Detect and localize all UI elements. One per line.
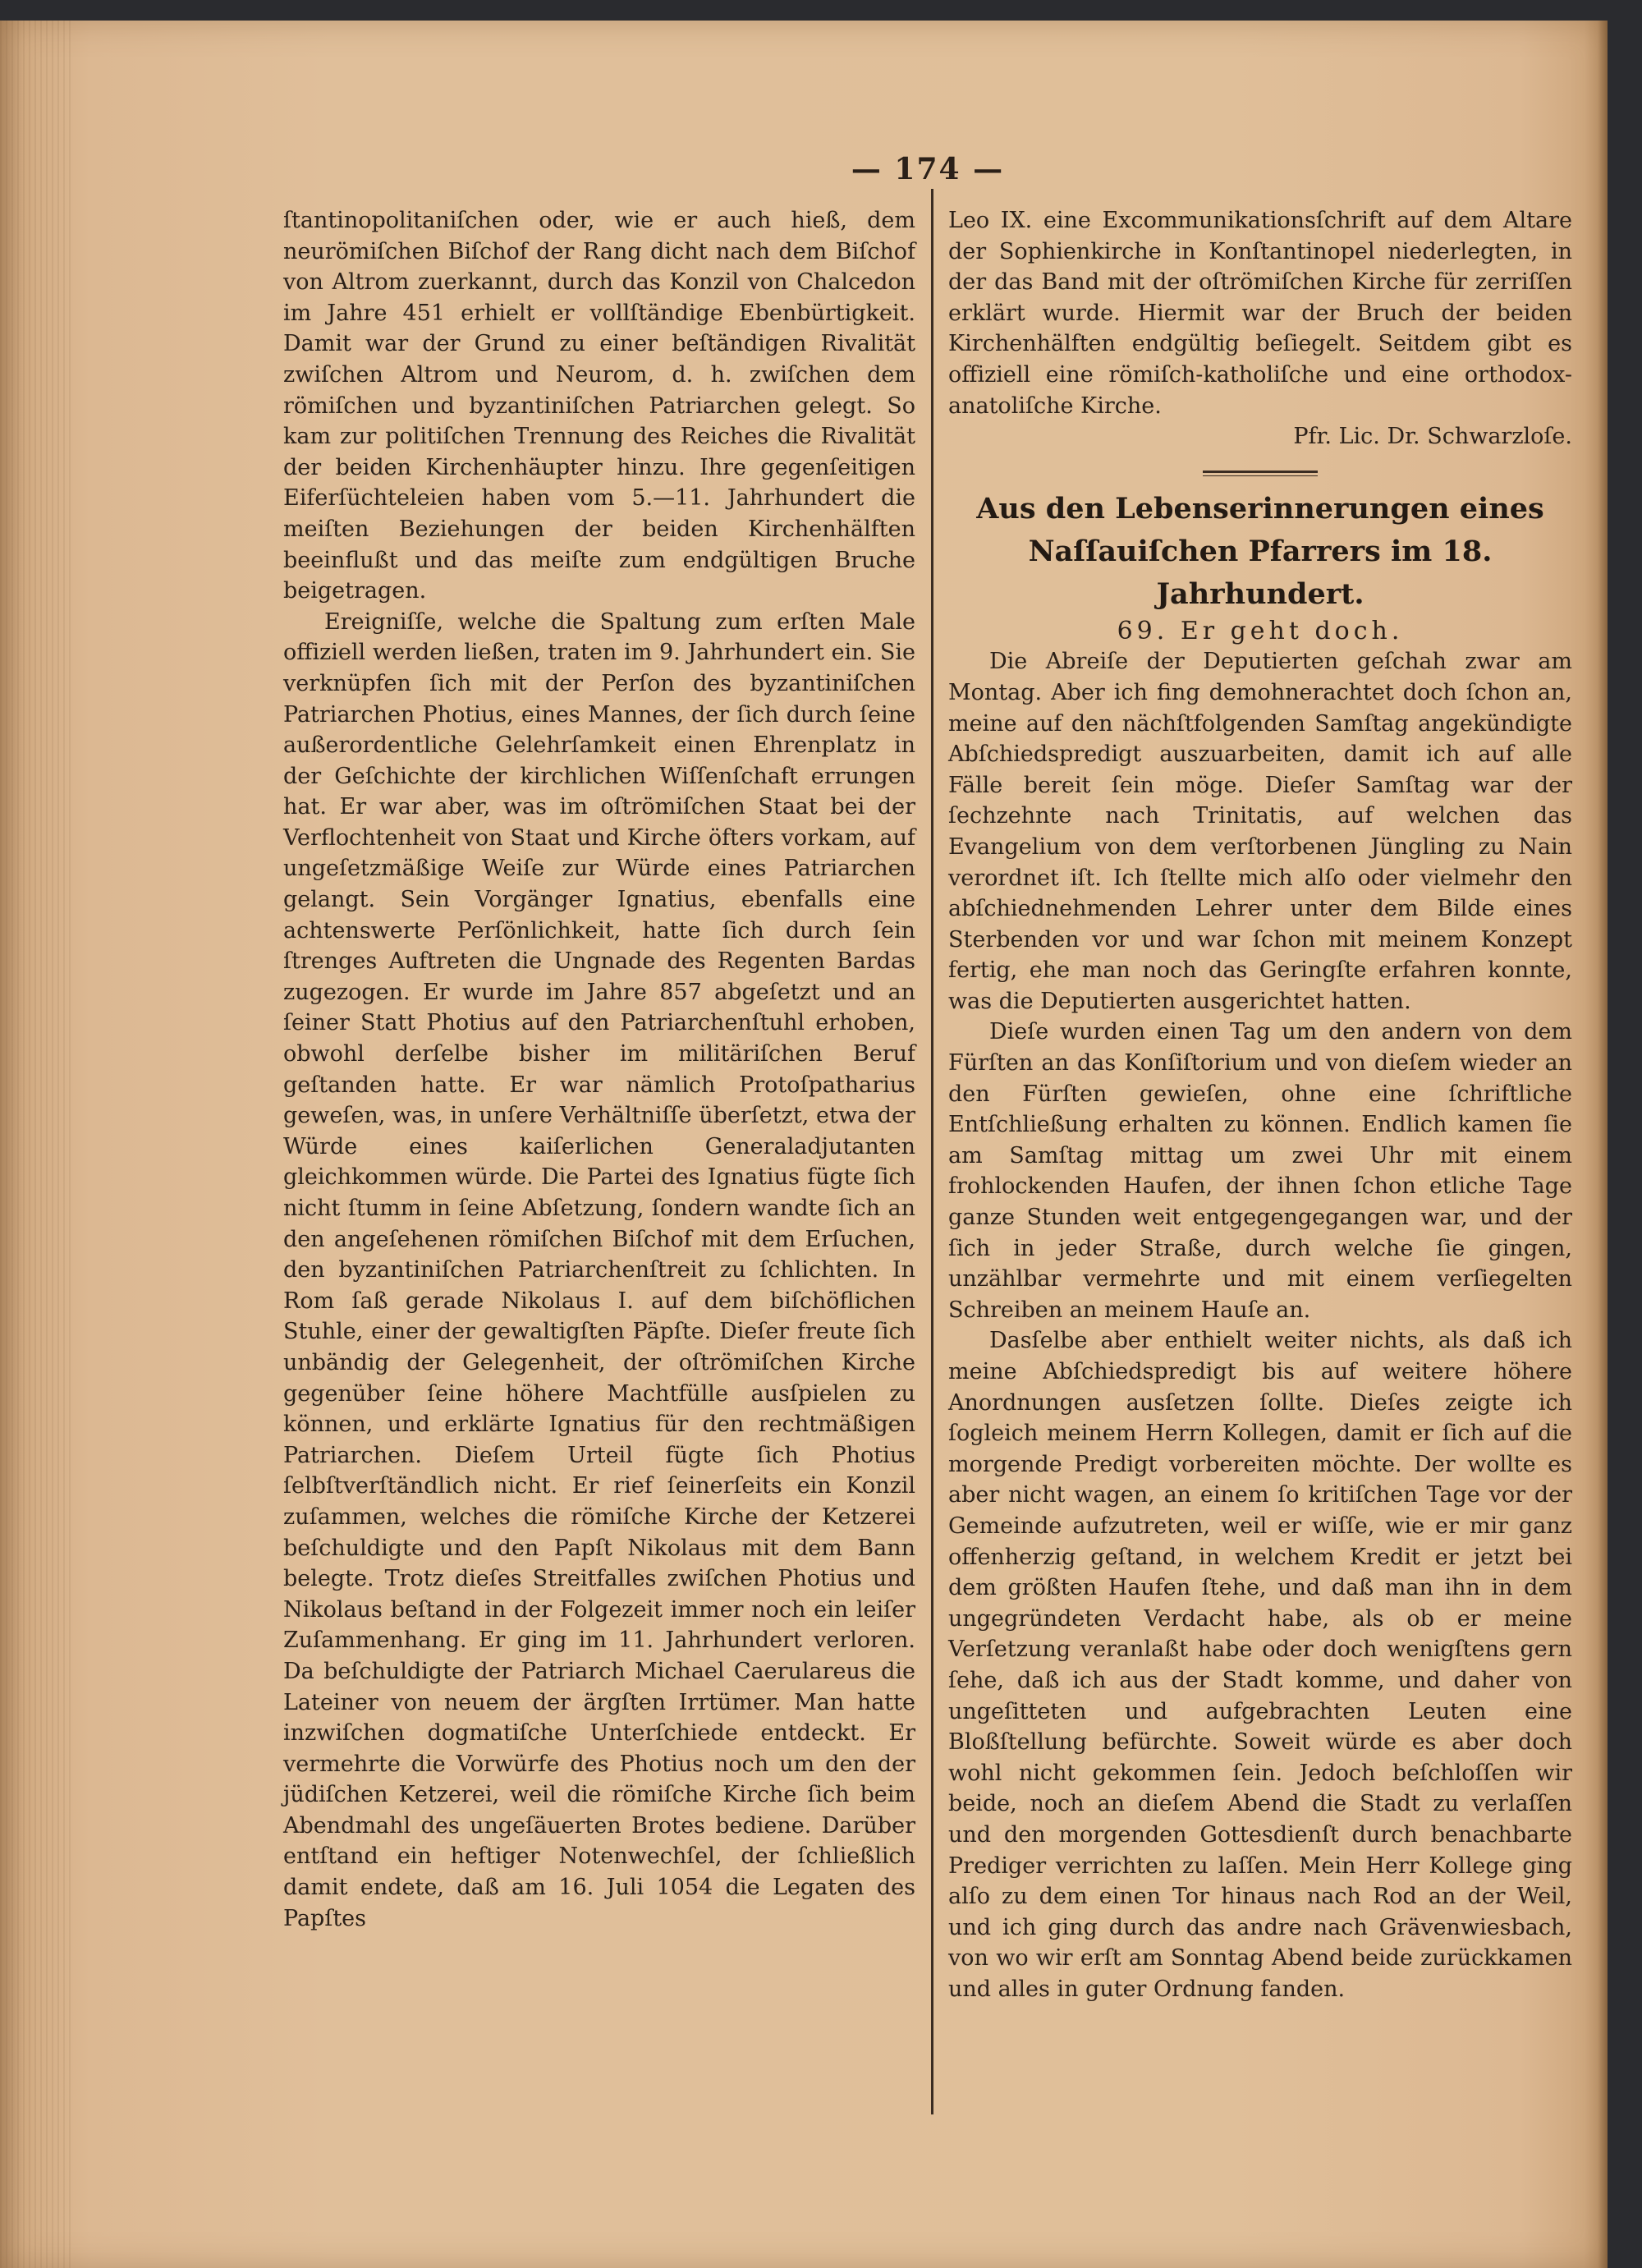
right-paragraph-2: Dieſe wurden einen Tag um den andern von dem Fürſten an das Konſiſtorium und von dieſem wieder an den Fürſten gewieſen, ohne eine ſchriftliche Entſchließung erhalten zu können. Endlich kamen ſie am Samſtag mittag um zwei Uhr mit einem frohlockenden Haufen, der ihnen ſchon etliche Tage ganze Stunden weit entgegengegangen war, und der ſich in jeder Straße, durch welche ſie gingen, unzählbar vermehrte und mit einem verſiegelten Schreiben an meinem Hauſe an. [948,1019,1572,1323]
right-paragraph-1: Die Abreiſe der Deputierten geſchah zwar am Montag. Aber ich fing demohnerachtet doch ſchon an, meine auf den nächſtfolgenden Samſtag angekündigte Abſchiedspredigt auszuarbeiten, damit ich auf alle Fälle bereit ſein möge. Dieſer Samſtag war der ſechzehnte nach Trinitatis, auf welchen das Evangelium von dem verſtorbenen Jüngling zu Nain verordnet iſt. Ich ſtellte mich alſo oder vielmehr den abſchiednehmenden Lehrer unter dem Bilde eines Sterbenden vor und war ſchon mit meinem Konzept fertig, ehe man noch das Geringſte erfahren konnte, was die Deputierten ausgerichtet hatten. [948,649,1572,1014]
section-title-line-2: Naſſauiſchen Pfarrers im 18. Jahrhundert. [1028,534,1493,611]
author-signature: Pfr. Lic. Dr. Schwarzloſe. [1293,424,1572,450]
left-paragraph-1: ſtantinopolitaniſchen oder, wie er auch hieß, dem neurömiſchen Biſchof der Rang dicht nach dem Biſchof von Altrom zuerkannt, durch das Konzil von Chalcedon im Jahre 451 erhielt er vollſtändige Ebenbürtigkeit. Damit war der Grund zu einer beſtändigen Rivalität zwiſchen Altrom und Neurom, d. h. zwiſchen dem römiſchen und byzantiniſchen Patriarchen gelegt. So kam zur politiſchen Trennung des Reiches die Rivalität der beiden Kirchenhäupter hinzu. Ihre gegenſeitigen Eiferſüchteleien haben vom 5.—11. Jahrhundert die meiſten Beziehungen der beiden Kirchenhälften beeinflußt und das meiſte zum endgültigen Bruche beigetragen. [283,208,915,604]
left-column [283,205,915,1934]
left-paragraph-2: Ereigniſſe, welche die Spaltung zum erſten Male offiziell werden ließen, traten im 9. Jahrhundert ein. Sie verknüpfen ſich mit der Perſon des byzantiniſchen Patriarchen Photius, eines Mannes, der ſich durch ſeine außerordentliche Gelehrſamkeit einen Ehrenplatz in der Geſchichte der kirchlichen Wiſſenſchaft errungen hat. Er war aber, was im oſtrömiſchen Staat bei der Verflochtenheit von Staat und Kirche öfters vorkam, auf ungeſetzmäßige Weiſe zur Würde eines Patriarchen gelangt. Sein Vorgänger Ignatius, ebenfalls eine achtenswerte Perſönlichkeit, hatte ſich durch ſein ſtrenges Auftreten die Ungnade des Regenten Bardas zugezogen. Er wurde im Jahre 857 abgeſetzt und an ſeiner Statt Photius auf den Patriarchenſtuhl erhoben, obwohl derſelbe bisher im militäriſchen Beruf geſtanden hatte. Er war nämlich Protoſpatharius geweſen, was, in unſere Verhältniſſe überſetzt, etwa der Würde eines kaiſerlichen Generaladjutanten gleichkommen würde. Die Partei des Ignatius fügte ſich nicht ſtumm in ſeine Abſetzung, ſondern wandte ſich an den angeſehenen römiſchen Biſchof mit dem Erſuchen, den byzantiniſchen Patriarchenſtreit zu ſchlichten. In Rom ſaß gerade Nikolaus I. auf dem biſchöflichen Stuhle, einer der gewaltigſten Päpſte. Dieſer freute ſich unbändig der Gelegenheit, der oſtrömiſchen Kirche gegenüber ſeine höhere Machtfülle ausſpielen zu können, und erklärte Ignatius für den rechtmäßigen Patriarchen. Dieſem Urteil fügte ſich Photius ſelbſtverſtändlich nicht. Er rief ſeinerſeits ein Konzil zuſammen, welches die römiſche Kirche der Ketzerei beſchuldigte und den Papſt Nikolaus mit dem Bann belegte. Trotz dieſes Streitfalles zwiſchen Photius und Nikolaus beſtand in der Folgezeit immer noch ein leiſer Zuſammenhang. Er ging im 11. Jahrhundert verloren. Da beſchuldigte der Patriarch Michael Caerularеus die Lateiner von neuem der ärgſten Irrtümer. Man hatte inzwiſchen dogmatiſche Unterſchiede entdeckt. Er vermehrte die Vorwürfe des Photius noch um den der jüdiſchen Ketzerei, weil die römiſche Kirche ſich beim Abendmahl des ungeſäuerten Brotes bediene. Darüber entſtand ein heftiger Notenwechſel, der ſchließlich damit endete, daß am 16. Juli 1054 die Legaten des Papſtes [283,608,915,1931]
page-number: — 174 — [851,152,1005,186]
subsection-title: 69. Er geht doch. [1117,616,1404,645]
book-gutter [0,21,74,2268]
book-page [0,21,1608,2268]
right-paragraph-3: Dasſelbe aber enthielt weiter nichts, als daß ich meine Abſchiedspredigt bis auf weitere höhere Anordnungen ausſetzen ſollte. Dieſes zeigte ich ſogleich meinem Herrn Kollegen, damit er ſich auf die morgende Predigt vorbereiten möchte. Der wollte es aber nicht wagen, an einem ſo kritiſchen Tage vor der Gemeinde aufzutreten, weil er wiſſe, wie er mir ganz offenherzig geſtand, in welchem Kredit er jetzt bei dem größten Haufen ſtehe, und daß man ihn in dem ungegründeten Verdacht habe, als ob er meine Verſetzung veranlaßt habe oder doch wenigſtens gern ſehe, daß ich aus der Stadt komme, und daher von ungeſitteten und aufgebrachten Leuten eine Bloßſtellung befürchte. Soweit würde es aber doch wohl nicht gekommen ſein. Jedoch beſchloſſen wir beide, noch an dieſem Abend die Stadt zu verlaſſen und den morgenden Gottesdienſt durch benachbarte Prediger verrichten zu laſſen. Mein Herr Kollege ging alſo zu dem einen Tor hinaus nach Rod an der Weil, und ich ging durch das andre nach Grävenwiesbach, von wo wir erſt am Sonntag Abend beide zurückkamen und alles in guter Ordnung fanden. [948,1328,1572,2002]
right-column [948,205,1572,2004]
section-rule-ornament [1203,471,1318,476]
column-divider [931,189,933,2114]
right-continuation-paragraph: Leo IX. eine Excommunikationsſchrift auf dem Altare der Sophienkirche in Konſtantinopel niederlegten, in der das Band mit der oſtrömiſchen Kirche für zerriſſen erklärt wurde. Hiermit war der Bruch der beiden Kirchenhälften endgültig beſiegelt. Seitdem gibt es offiziell eine römiſch-katholiſche und eine orthodox-anatoliſche Kirche. [948,208,1572,419]
section-title-line-1: Aus den Lebenserinnerungen eines [976,491,1544,526]
page-edge-shadow [1598,21,1608,2268]
